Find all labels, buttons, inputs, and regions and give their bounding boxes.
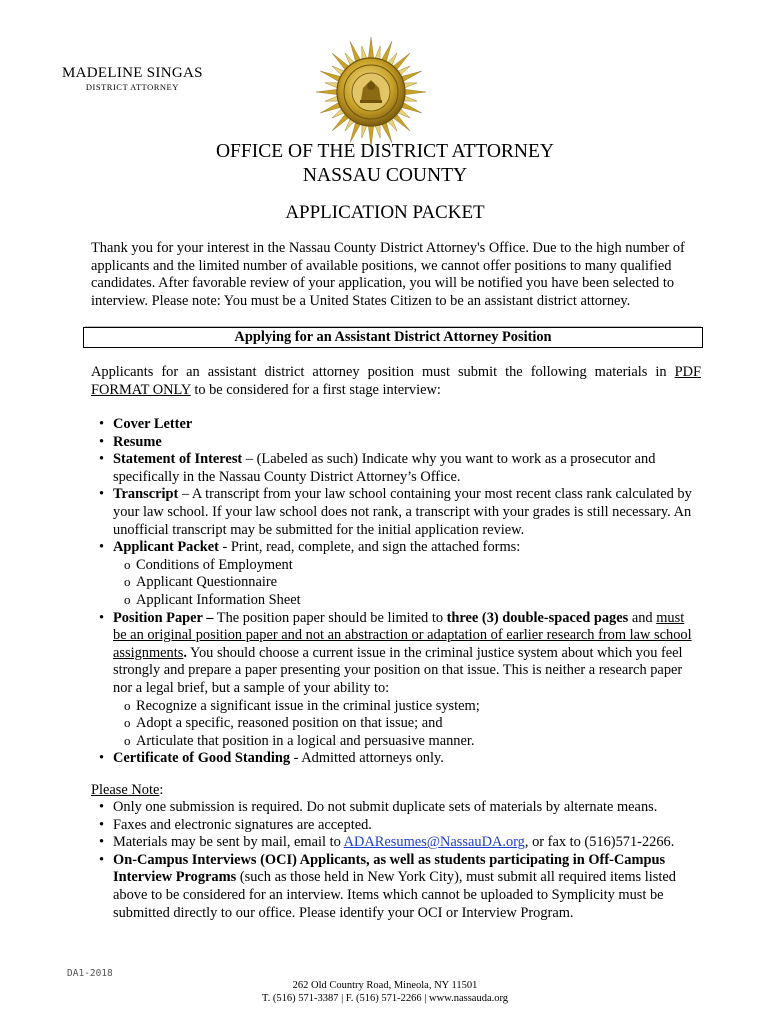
list-item [99, 539, 699, 557]
lead-paragraph [91, 364, 701, 399]
originality-requirement: must be an original position paper and not an abstraction or adaptation of earlier research from law school assignments [113, 609, 692, 661]
position-paper-period: . [183, 644, 187, 661]
ability-item: o Articulate that position in a logical and persuasive manner. [99, 733, 699, 751]
page-limit: three (3) double-spaced pages [446, 609, 629, 626]
pdf-format-only: PDF FORMAT ONLY [91, 364, 701, 398]
district-attorney-seal-icon [315, 36, 427, 148]
statement-text: – (Labeled as such) Indicate why you want to work as a prosecutor and specifically in the Nassau County District Attorney’s Office. [113, 451, 656, 485]
list-item [99, 834, 699, 852]
statement-label: Statement of Interest [113, 451, 243, 468]
please-note-heading [91, 782, 163, 800]
list-item [99, 416, 699, 434]
cover-letter-label: Cover Letter [113, 416, 193, 432]
certificate-text: - Admitted attorneys only. [290, 750, 444, 767]
position-paper-description: You should choose a current issue in the criminal justice system about which you feel strongly and prepare a paper presenting your position on that issue. This is neither a research paper nor a legal brief, but a sample of your ability to: [113, 644, 683, 696]
office-title: OFFICE OF THE DISTRICT ATTORNEY [215, 141, 555, 162]
lead-text-after: to be considered for a first stage interview: [190, 381, 441, 398]
footer-contact: T. (516) 571-3387 | F. (516) 571-2266 | www.nassauda.org [261, 993, 509, 1004]
resume-label: Resume [113, 433, 162, 450]
position-paper-text: The position paper should be limited to [213, 609, 447, 626]
email-link[interactable]: ADAResumes@NassauDA.org [343, 834, 525, 851]
position-paper-label: Position Paper – [113, 609, 214, 626]
ability-item: o Recognize a significant issue in the criminal justice system; [99, 698, 699, 716]
letterhead-block [62, 66, 203, 93]
form-id: DA1-2018 [67, 968, 113, 979]
section-heading: Applying for an Assistant District Attorney Position [83, 327, 703, 348]
list-item [99, 852, 699, 922]
notes-list [99, 799, 699, 922]
oci-label: On-Campus Interviews (OCI) Applicants, as well as students participating in Off-Campus Interview Programs [113, 851, 666, 886]
list-item: • Faxes and electronic signatures are accepted. [99, 817, 699, 835]
lead-text-before: Applicants for an assistant district attorney position must submit the following materials in [91, 364, 675, 380]
please-note-colon: : [159, 782, 164, 798]
transcript-label: Transcript [113, 486, 179, 503]
transcript-text: – A transcript from your law school containing your most recent class rank calculated by your law school. If your law school does not rank, a transcript with your grades is still necessary. An unofficial transcript may be submitted for the initial application review. [113, 486, 692, 538]
list-item: • Only one submission is required. Do not submit duplicate sets of materials by alternate means. [99, 799, 699, 817]
ability-item: o Adopt a specific, reasoned position on that issue; and [99, 715, 699, 733]
county-title: NASSAU COUNTY [302, 165, 468, 186]
oci-text: (such as those held in New York City), must submit all required items listed above to be considered for an interview. Items which cannot be uploaded to Symplicity must be submitted directly to our office. Please identify your OCI or Interview Program. [113, 869, 676, 921]
fax-text: , or fax to (516)571-2266. [524, 834, 675, 851]
applicant-packet-label: Applicant Packet [113, 539, 219, 556]
applicant-packet-text: - Print, read, complete, and sign the attached forms: [218, 539, 521, 556]
packet-title: APPLICATION PACKET [285, 202, 485, 223]
da-name: MADELINE SINGAS [62, 65, 203, 81]
list-item [99, 486, 699, 539]
list-item [99, 451, 699, 486]
list-item [99, 750, 699, 768]
submission-text: Materials may be sent by mail, email to [113, 834, 344, 851]
packet-form-item: o Applicant Questionnaire [99, 574, 699, 592]
certificate-label: Certificate of Good Standing [113, 750, 291, 767]
list-item [99, 434, 699, 452]
materials-list [99, 416, 699, 768]
footer-address: 262 Old Country Road, Mineola, NY 11501 [292, 980, 478, 991]
please-note-label: Please Note [91, 782, 160, 798]
packet-form-item: o Applicant Information Sheet [99, 592, 699, 610]
da-title: DISTRICT ATTORNEY [85, 82, 179, 92]
position-paper-and: and [628, 609, 657, 626]
intro-paragraph: Thank you for your interest in the Nassau County District Attorney's Office. Due to the high number of applicants and the limited number of available positions, we cannot offer positions to many qualified candidates. After favorable review of your application, you will be notified you have been selected to interview. Please note: You must be a United States Citizen to be an assistant district attorney. [91, 240, 685, 309]
list-item [99, 610, 699, 698]
packet-form-item: o Conditions of Employment [99, 557, 699, 575]
